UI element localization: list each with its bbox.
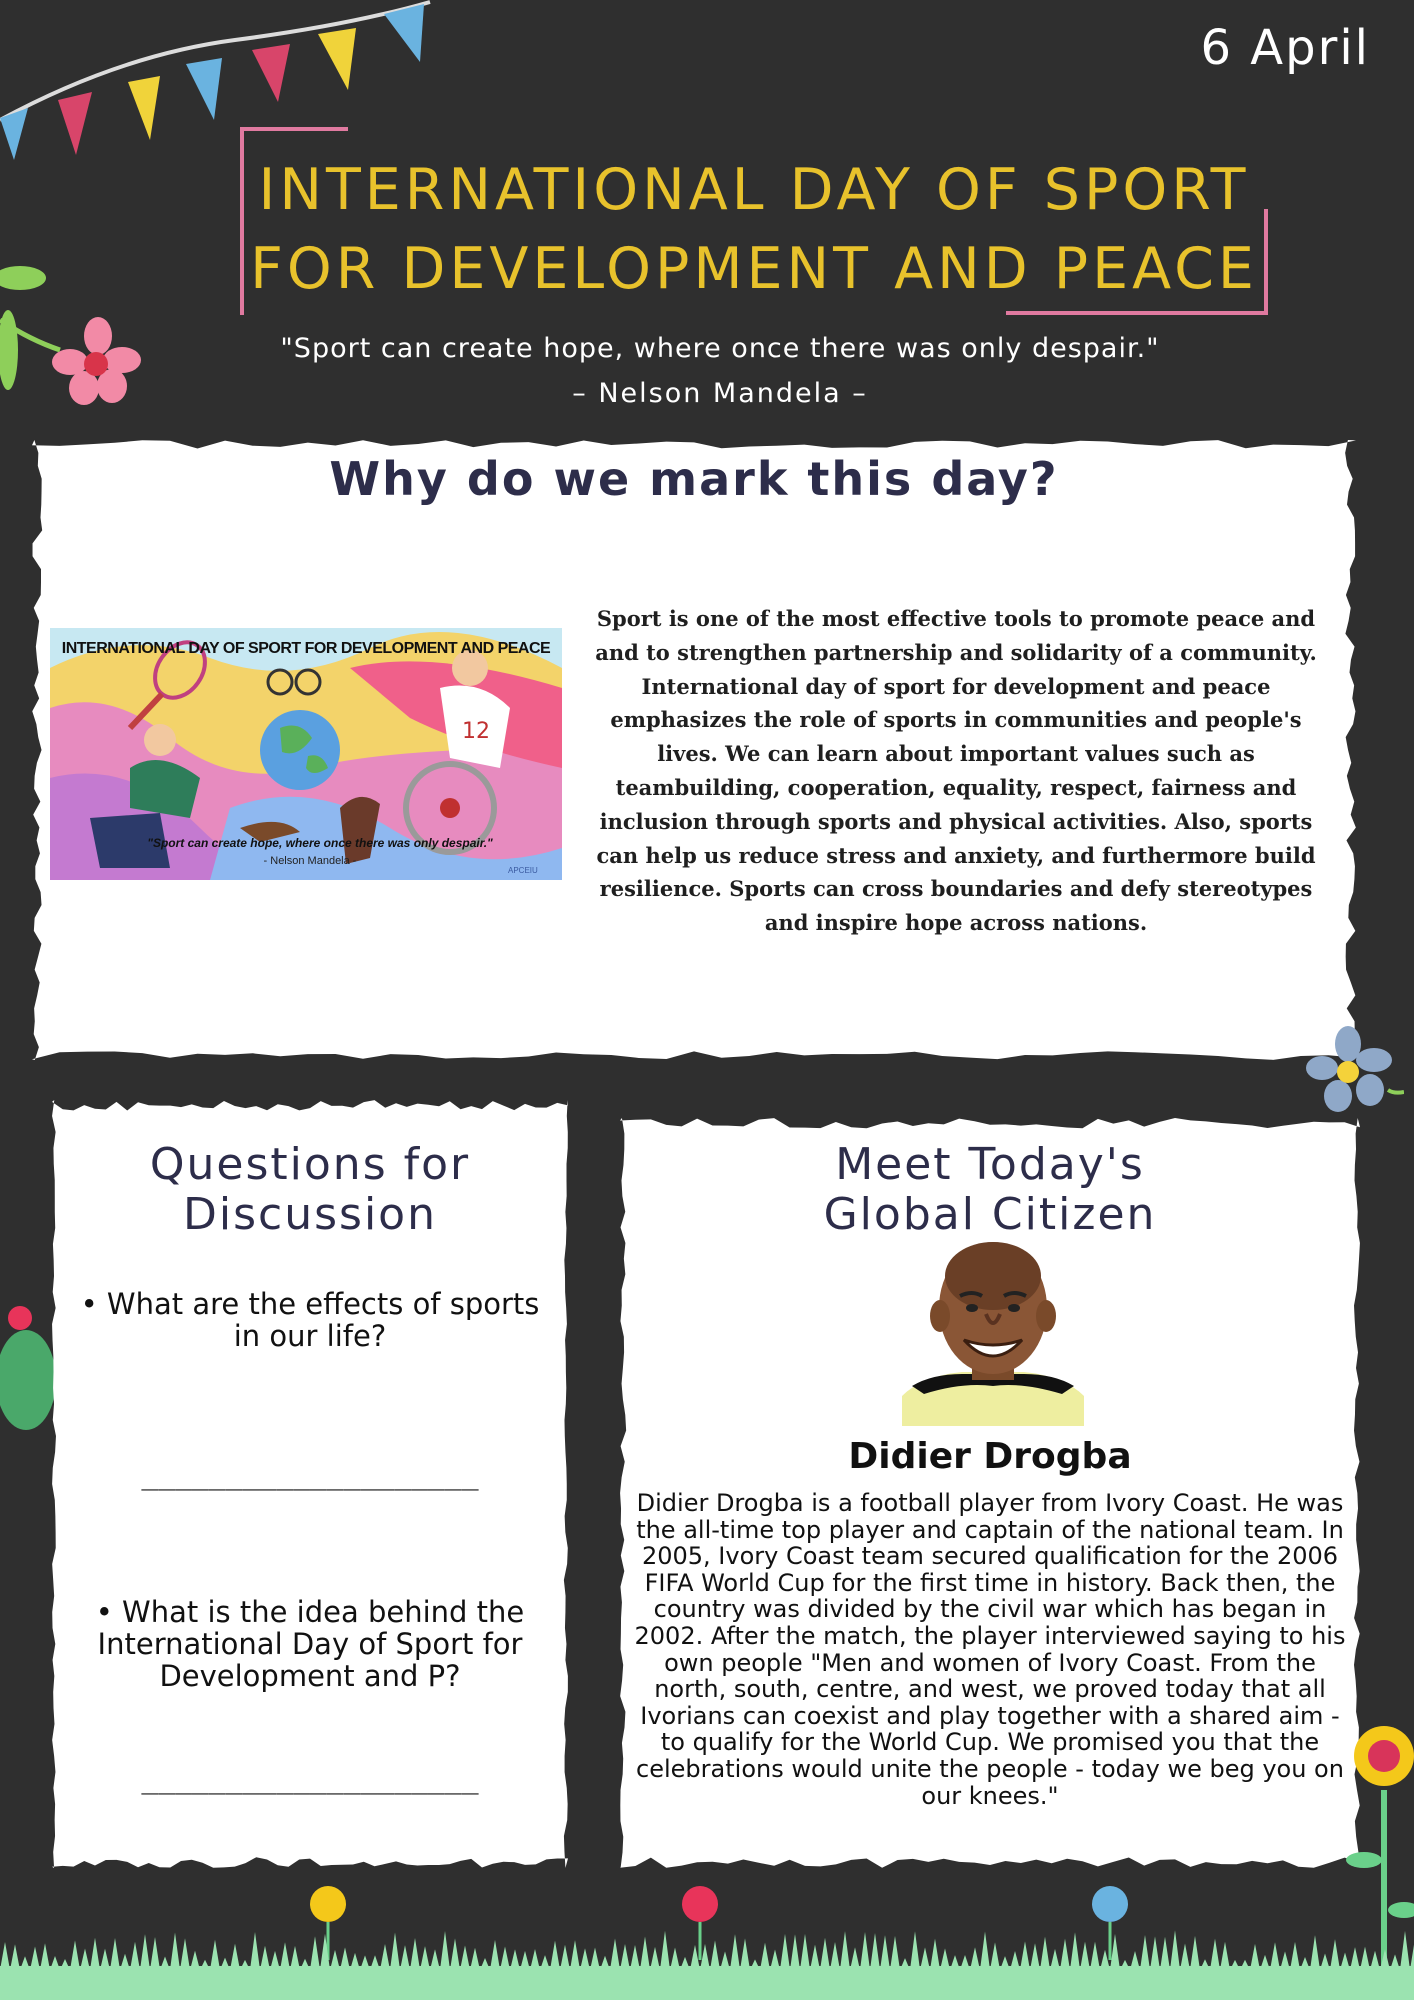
- poster-quote: "Sport can create hope, where once there was only despair.": [147, 836, 493, 850]
- why-heading: Why do we mark this day?: [329, 452, 1059, 506]
- svg-text:12: 12: [462, 719, 490, 744]
- flower-decoration-right: [1294, 1020, 1404, 1130]
- answer-line-2: ____________________: [141, 1762, 479, 1795]
- citizen-name: Didier Drogba: [848, 1436, 1132, 1477]
- page-title: INTERNATIONAL DAY OF SPORT FOR DEVELOPMENT AND PEACE: [250, 157, 1258, 302]
- answer-line-1: ____________________: [141, 1458, 479, 1491]
- question-item-1: • What are the effects of sports in our life?: [80, 1287, 540, 1353]
- citizen-heading: Meet Today's Global Citizen: [823, 1139, 1157, 1240]
- why-body-text: Sport is one of the most effective tools to promote peace and and to strengthen partnership and solidarity of a community. International day of sport for development and peace emphasizes the role of sports in communities and people's lives. We can learn about important values such as teambuilding, cooperation, equality, respect, fairness and inclusion through sports and physical activities. Also, sports can help us reduce stress and anxiety, and furthermore build resilience. Sports can cross boundaries and defy stereotypes and inspire hope across nations.: [595, 606, 1317, 936]
- quote-author: – Nelson Mandela –: [572, 378, 868, 409]
- drogba-portrait: [902, 1236, 1084, 1426]
- mandela-quote: "Sport can create hope, where once there was only despair.": [280, 333, 1160, 364]
- questions-heading: Questions for Discussion: [149, 1139, 471, 1240]
- flower-decoration-left: [0, 260, 150, 430]
- title-frame: [236, 125, 1272, 318]
- poster-author: - Nelson Mandela -: [263, 855, 357, 867]
- question-item-2: • What is the idea behind the International Day of Sport for Development and P?: [95, 1595, 525, 1693]
- citizen-bio: Didier Drogba is a football player from Ivory Coast. He was the all-time top player and captain of the national team. In 2005, Ivory Coast team secured qualification for the 2006 FIFA World Cup for the first time in history. Back then, the country was divided by the civil war which has began in 2002. After the match, the player interviewed saying to his own people "Men and women of Ivory Coast. From the north, south, centre, and west, we proved today that all Ivorians can coexist and play together with a shared aim - to qualify for the World Cup. We promised you that the celebrations would unite the people - today we beg you on our knees.": [634, 1489, 1346, 1810]
- date-label: 6 April: [1200, 20, 1370, 76]
- grass-decoration: [0, 1930, 1414, 2000]
- poster-title: INTERNATIONAL DAY OF SPORT FOR DEVELOPMENT AND PEACE: [61, 640, 551, 657]
- poster-logo: APCEIU: [508, 866, 538, 875]
